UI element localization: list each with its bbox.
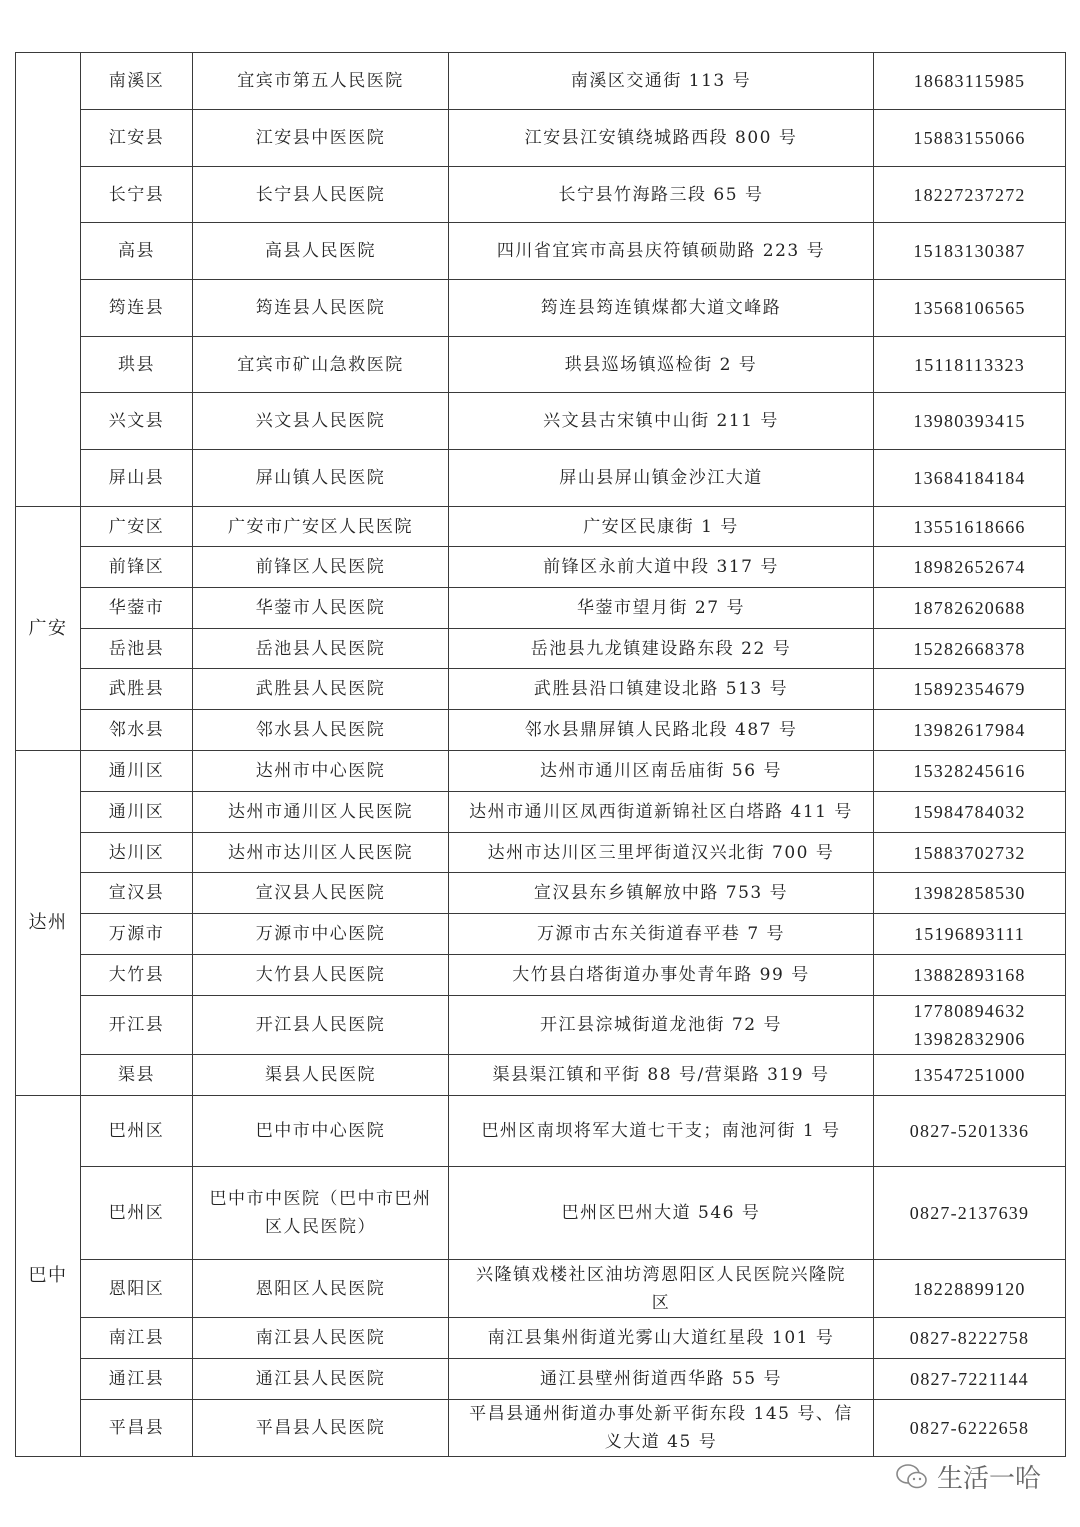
phone-cell-line: 13568106565 <box>913 298 1026 318</box>
phone-cell <box>874 110 1066 167</box>
hospital-cell-line: 武胜县人民医院 <box>255 679 386 699</box>
table-row <box>16 873 1066 914</box>
district-cell: 长宁县 <box>81 167 193 223</box>
watermark-text: 生活一哈 <box>937 1464 1042 1494</box>
phone-cell <box>874 792 1066 833</box>
hospital-cell-line: 达州市中心医院 <box>255 761 386 781</box>
district-cell: 达川区 <box>81 833 193 873</box>
phone-cell <box>874 1318 1066 1359</box>
table-row <box>16 996 1066 1055</box>
district-cell: 广安区 <box>81 507 193 547</box>
phone-cell-line: 13547251000 <box>913 1065 1026 1085</box>
phone-cell-line: 13684184184 <box>913 468 1026 488</box>
hospital-cell-line: 达州市达川区人民医院 <box>228 842 413 863</box>
phone-cell-line: 13882893168 <box>913 965 1026 985</box>
table-row <box>16 280 1066 337</box>
phone-cell <box>874 629 1066 669</box>
address-cell <box>449 167 874 223</box>
phone-cell <box>874 914 1066 955</box>
phone-cell-line: 18782620688 <box>913 598 1026 618</box>
address-cell-line: 兴隆镇戏楼社区油坊湾恩阳区人民医院兴隆院 <box>476 1264 846 1285</box>
address-cell <box>449 1400 874 1457</box>
district-cell: 大竹县 <box>81 955 193 996</box>
phone-cell-line: 15892354679 <box>913 679 1026 699</box>
hospital-cell <box>193 751 449 792</box>
phone-cell <box>874 280 1066 337</box>
address-cell-line: 华蓥市望月街 27 号 <box>577 598 745 618</box>
phone-cell <box>874 393 1066 450</box>
address-cell-line: 武胜县沿口镇建设北路 513 号 <box>533 679 789 699</box>
address-cell <box>449 223 874 280</box>
district-cell: 巴州区 <box>81 1096 193 1167</box>
hospital-cell <box>193 873 449 914</box>
table-row <box>16 792 1066 833</box>
hospital-cell <box>193 588 449 629</box>
hospital-cell-line: 宣汉县人民医院 <box>255 883 386 903</box>
district-cell: 珙县 <box>81 337 193 393</box>
phone-cell-line: 17780894632 <box>913 1001 1026 1021</box>
district-cell: 通川区 <box>81 751 193 792</box>
hospital-cell-line: 平昌县人民医院 <box>255 1418 386 1438</box>
hospital-cell-line: 达州市通川区人民医院 <box>228 802 413 822</box>
table-row <box>16 223 1066 280</box>
address-cell <box>449 53 874 110</box>
district-cell: 渠县 <box>81 1055 193 1096</box>
hospital-cell <box>193 450 449 507</box>
hospital-cell-line: 宜宾市矿山急救医院 <box>237 354 404 375</box>
address-cell <box>449 914 874 955</box>
phone-cell <box>874 223 1066 280</box>
phone-cell-line: 15282668378 <box>913 638 1026 659</box>
table-row <box>16 1167 1066 1260</box>
phone-cell <box>874 547 1066 588</box>
phone-cell <box>874 873 1066 914</box>
address-cell-line: 南江县集州街道光雾山大道红星段 101 号 <box>487 1328 835 1348</box>
table-row <box>16 110 1066 167</box>
district-cell: 兴文县 <box>81 393 193 450</box>
city-cell <box>16 53 81 507</box>
phone-cell-line: 18228899120 <box>913 1278 1026 1299</box>
district-cell: 平昌县 <box>81 1400 193 1457</box>
phone-cell-line: 15984784032 <box>913 802 1026 822</box>
address-cell-line: 江安县江安镇绕城路西段 800 号 <box>524 128 798 148</box>
table-row <box>16 393 1066 450</box>
phone-cell-line: 15883702732 <box>913 842 1026 863</box>
phone-cell <box>874 1400 1066 1457</box>
address-cell-line: 平昌县通州街道办事处新平街东段 145 号、信 <box>469 1404 853 1424</box>
district-cell: 武胜县 <box>81 669 193 710</box>
table-row <box>16 547 1066 588</box>
phone-cell-line: 15183130387 <box>913 241 1026 261</box>
phone-cell-line: 0827-8222758 <box>909 1328 1030 1348</box>
hospital-cell-line: 兴文县人民医院 <box>255 411 386 431</box>
phone-cell <box>874 1055 1066 1096</box>
address-cell <box>449 1318 874 1359</box>
address-cell-line: 四川省宜宾市高县庆符镇硕勋路 223 号 <box>496 241 826 261</box>
address-cell <box>449 588 874 629</box>
address-cell <box>449 450 874 507</box>
table-row <box>16 833 1066 873</box>
phone-cell <box>874 1167 1066 1260</box>
address-cell <box>449 996 874 1055</box>
address-cell-line: 屏山县屏山镇金沙江大道 <box>559 468 763 488</box>
district-cell: 开江县 <box>81 996 193 1055</box>
hospital-cell-line: 长宁县人民医院 <box>255 184 386 205</box>
hospital-cell <box>193 110 449 167</box>
district-cell: 华蓥市 <box>81 588 193 629</box>
hospital-cell <box>193 955 449 996</box>
phone-cell-line: 18227237272 <box>913 184 1026 205</box>
district-cell: 南江县 <box>81 1318 193 1359</box>
phone-cell <box>874 833 1066 873</box>
phone-cell <box>874 1096 1066 1167</box>
table-row <box>16 669 1066 710</box>
phone-cell <box>874 53 1066 110</box>
hospital-cell-line: 江安县中医医院 <box>255 128 386 148</box>
city-cell: 广安 <box>16 507 81 751</box>
district-cell: 恩阳区 <box>81 1260 193 1318</box>
address-cell-line: 万源市古东关街道春平巷 7 号 <box>536 924 786 944</box>
hospital-cell <box>193 1318 449 1359</box>
hospital-cell <box>193 710 449 751</box>
district-cell: 宣汉县 <box>81 873 193 914</box>
hospital-cell <box>193 223 449 280</box>
hospital-cell <box>193 1055 449 1096</box>
hospital-cell <box>193 1167 449 1260</box>
hospital-cell <box>193 833 449 873</box>
phone-cell-line: 15196893111 <box>914 924 1025 944</box>
address-cell-line: 达州市通川区南岳庙街 56 号 <box>540 761 782 781</box>
address-cell-line: 广安区民康街 1 号 <box>583 516 739 537</box>
district-cell: 南溪区 <box>81 53 193 110</box>
hospital-cell-line: 广安市广安区人民医院 <box>228 516 413 537</box>
address-cell-line: 南溪区交通街 113 号 <box>570 71 752 91</box>
phone-cell-line: 15883155066 <box>913 128 1026 148</box>
address-cell-line: 前锋区永前大道中段 317 号 <box>543 557 779 577</box>
table-row <box>16 450 1066 507</box>
hospital-cell-line: 区人民医院） <box>265 1217 376 1237</box>
city-cell: 达州 <box>16 751 81 1096</box>
address-cell-line: 巴州区巴州大道 546 号 <box>561 1203 761 1223</box>
phone-cell-line: 0827-2137639 <box>909 1203 1030 1223</box>
address-cell <box>449 547 874 588</box>
address-cell <box>449 280 874 337</box>
district-cell: 屏山县 <box>81 450 193 507</box>
table-row <box>16 751 1066 792</box>
table-row <box>16 629 1066 669</box>
phone-cell <box>874 507 1066 547</box>
address-cell <box>449 833 874 873</box>
phone-cell-line: 0827-6222658 <box>909 1418 1030 1438</box>
table-row <box>16 337 1066 393</box>
district-cell: 通川区 <box>81 792 193 833</box>
hospital-cell <box>193 507 449 547</box>
table-row <box>16 1055 1066 1096</box>
address-cell-line: 长宁县竹海路三段 65 号 <box>558 184 764 205</box>
phone-cell-line: 13982858530 <box>913 883 1026 903</box>
address-cell-line: 区 <box>651 1292 671 1313</box>
address-cell-line: 邻水县鼎屏镇人民路北段 487 号 <box>524 720 798 740</box>
hospital-cell <box>193 393 449 450</box>
address-cell <box>449 710 874 751</box>
table-row <box>16 507 1066 547</box>
hospital-cell-line: 大竹县人民医院 <box>255 965 386 985</box>
address-cell <box>449 1167 874 1260</box>
phone-cell <box>874 167 1066 223</box>
phone-cell <box>874 955 1066 996</box>
phone-cell-line: 18683115985 <box>913 71 1026 91</box>
table-row <box>16 710 1066 751</box>
hospital-cell <box>193 1260 449 1318</box>
phone-cell-line: 13551618666 <box>913 516 1026 537</box>
address-cell-line: 珙县巡场镇巡检街 2 号 <box>564 354 758 375</box>
address-cell-line: 巴州区南坝将军大道七干支；南池河街 1 号 <box>481 1121 841 1141</box>
hospital-cell <box>193 1096 449 1167</box>
phone-cell <box>874 996 1066 1055</box>
phone-cell <box>874 337 1066 393</box>
phone-cell-line: 13982617984 <box>913 720 1026 740</box>
address-cell <box>449 393 874 450</box>
hospital-cell-line: 筠连县人民医院 <box>255 298 386 318</box>
hospital-cell <box>193 337 449 393</box>
address-cell <box>449 1055 874 1096</box>
district-cell: 岳池县 <box>81 629 193 669</box>
phone-cell <box>874 1359 1066 1400</box>
phone-cell <box>874 710 1066 751</box>
table-row <box>16 914 1066 955</box>
hospital-cell-line: 巴中市中心医院 <box>255 1121 386 1141</box>
hospital-cell <box>193 629 449 669</box>
phone-cell-line: 0827-7221144 <box>910 1369 1029 1389</box>
table-row <box>16 167 1066 223</box>
hospital-cell-line: 南江县人民医院 <box>255 1328 386 1348</box>
hospital-cell <box>193 1400 449 1457</box>
address-cell <box>449 1359 874 1400</box>
hospital-cell-line: 屏山镇人民医院 <box>255 468 386 488</box>
table-row <box>16 955 1066 996</box>
address-cell-line: 达州市达川区三里坪街道汉兴北街 700 号 <box>487 842 835 863</box>
table-row <box>16 1318 1066 1359</box>
district-cell: 万源市 <box>81 914 193 955</box>
district-cell: 高县 <box>81 223 193 280</box>
hospital-cell-line: 万源市中心医院 <box>255 924 386 944</box>
phone-cell-line: 0827-5201336 <box>909 1121 1030 1141</box>
hospital-cell-line: 邻水县人民医院 <box>255 720 386 740</box>
address-cell-line: 大竹县白塔街道办事处青年路 99 号 <box>512 965 810 985</box>
phone-cell <box>874 588 1066 629</box>
address-cell <box>449 669 874 710</box>
district-cell: 筠连县 <box>81 280 193 337</box>
hospital-cell-line: 华蓥市人民医院 <box>255 598 386 618</box>
address-cell <box>449 1096 874 1167</box>
hospital-cell <box>193 914 449 955</box>
hospital-cell-line: 巴中市中医院（巴中市巴州 <box>209 1189 432 1209</box>
hospital-cell <box>193 669 449 710</box>
phone-cell-line: 18982652674 <box>913 557 1026 577</box>
district-cell: 巴州区 <box>81 1167 193 1260</box>
hospital-cell-line: 岳池县人民医院 <box>255 638 386 659</box>
address-cell-line: 达州市通川区凤西街道新锦社区白塔路 411 号 <box>469 802 853 822</box>
hospital-cell-line: 通江县人民医院 <box>255 1369 386 1389</box>
hospital-cell-line: 恩阳区人民医院 <box>255 1278 386 1299</box>
hospital-cell <box>193 1359 449 1400</box>
address-cell <box>449 629 874 669</box>
phone-cell-line: 13980393415 <box>913 411 1026 431</box>
table-row <box>16 1400 1066 1457</box>
hospital-cell <box>193 280 449 337</box>
district-cell: 江安县 <box>81 110 193 167</box>
table-row <box>16 1260 1066 1318</box>
address-cell <box>449 507 874 547</box>
hospital-cell <box>193 996 449 1055</box>
city-cell: 巴中 <box>16 1096 81 1457</box>
hospital-cell-line: 高县人民医院 <box>265 241 376 261</box>
address-cell <box>449 955 874 996</box>
district-cell: 通江县 <box>81 1359 193 1400</box>
hospital-cell-line: 渠县人民医院 <box>265 1065 376 1085</box>
table-row <box>16 1359 1066 1400</box>
address-cell-line: 宣汉县东乡镇解放中路 753 号 <box>533 883 789 903</box>
watermark <box>895 1458 1041 1495</box>
address-cell <box>449 110 874 167</box>
hospital-cell <box>193 792 449 833</box>
address-cell-line: 兴文县古宋镇中山街 211 号 <box>543 411 779 431</box>
wechat-icon <box>895 1462 929 1492</box>
phone-cell <box>874 751 1066 792</box>
table-row <box>16 53 1066 110</box>
address-cell-line: 通江县壁州街道西华路 55 号 <box>540 1369 782 1389</box>
address-cell <box>449 1260 874 1318</box>
phone-cell-line: 15328245616 <box>913 761 1026 781</box>
phone-cell-line: 13982832906 <box>913 1029 1026 1049</box>
address-cell-line: 筠连县筠连镇煤都大道文峰路 <box>540 298 782 318</box>
address-cell <box>449 873 874 914</box>
district-cell: 前锋区 <box>81 547 193 588</box>
hospital-cell-line: 前锋区人民医院 <box>255 557 386 577</box>
hospital-cell <box>193 53 449 110</box>
district-cell: 邻水县 <box>81 710 193 751</box>
phone-cell <box>874 669 1066 710</box>
hospital-cell-line: 宜宾市第五人民医院 <box>237 71 404 91</box>
address-cell-line: 义大道 45 号 <box>604 1432 718 1452</box>
address-cell <box>449 337 874 393</box>
hospital-cell-line: 开江县人民医院 <box>255 1015 386 1035</box>
hospital-cell <box>193 167 449 223</box>
table-row <box>16 588 1066 629</box>
address-cell <box>449 792 874 833</box>
hospital-table <box>15 52 1066 1457</box>
address-cell <box>449 751 874 792</box>
phone-cell <box>874 450 1066 507</box>
table-row <box>16 1096 1066 1167</box>
address-cell-line: 岳池县九龙镇建设路东段 22 号 <box>530 638 792 659</box>
hospital-cell <box>193 547 449 588</box>
address-cell-line: 开江县淙城街道龙池街 72 号 <box>540 1015 782 1035</box>
address-cell-line: 渠县渠江镇和平街 88 号/营渠路 319 号 <box>492 1065 830 1085</box>
phone-cell <box>874 1260 1066 1318</box>
phone-cell-line: 15118113323 <box>914 354 1025 375</box>
